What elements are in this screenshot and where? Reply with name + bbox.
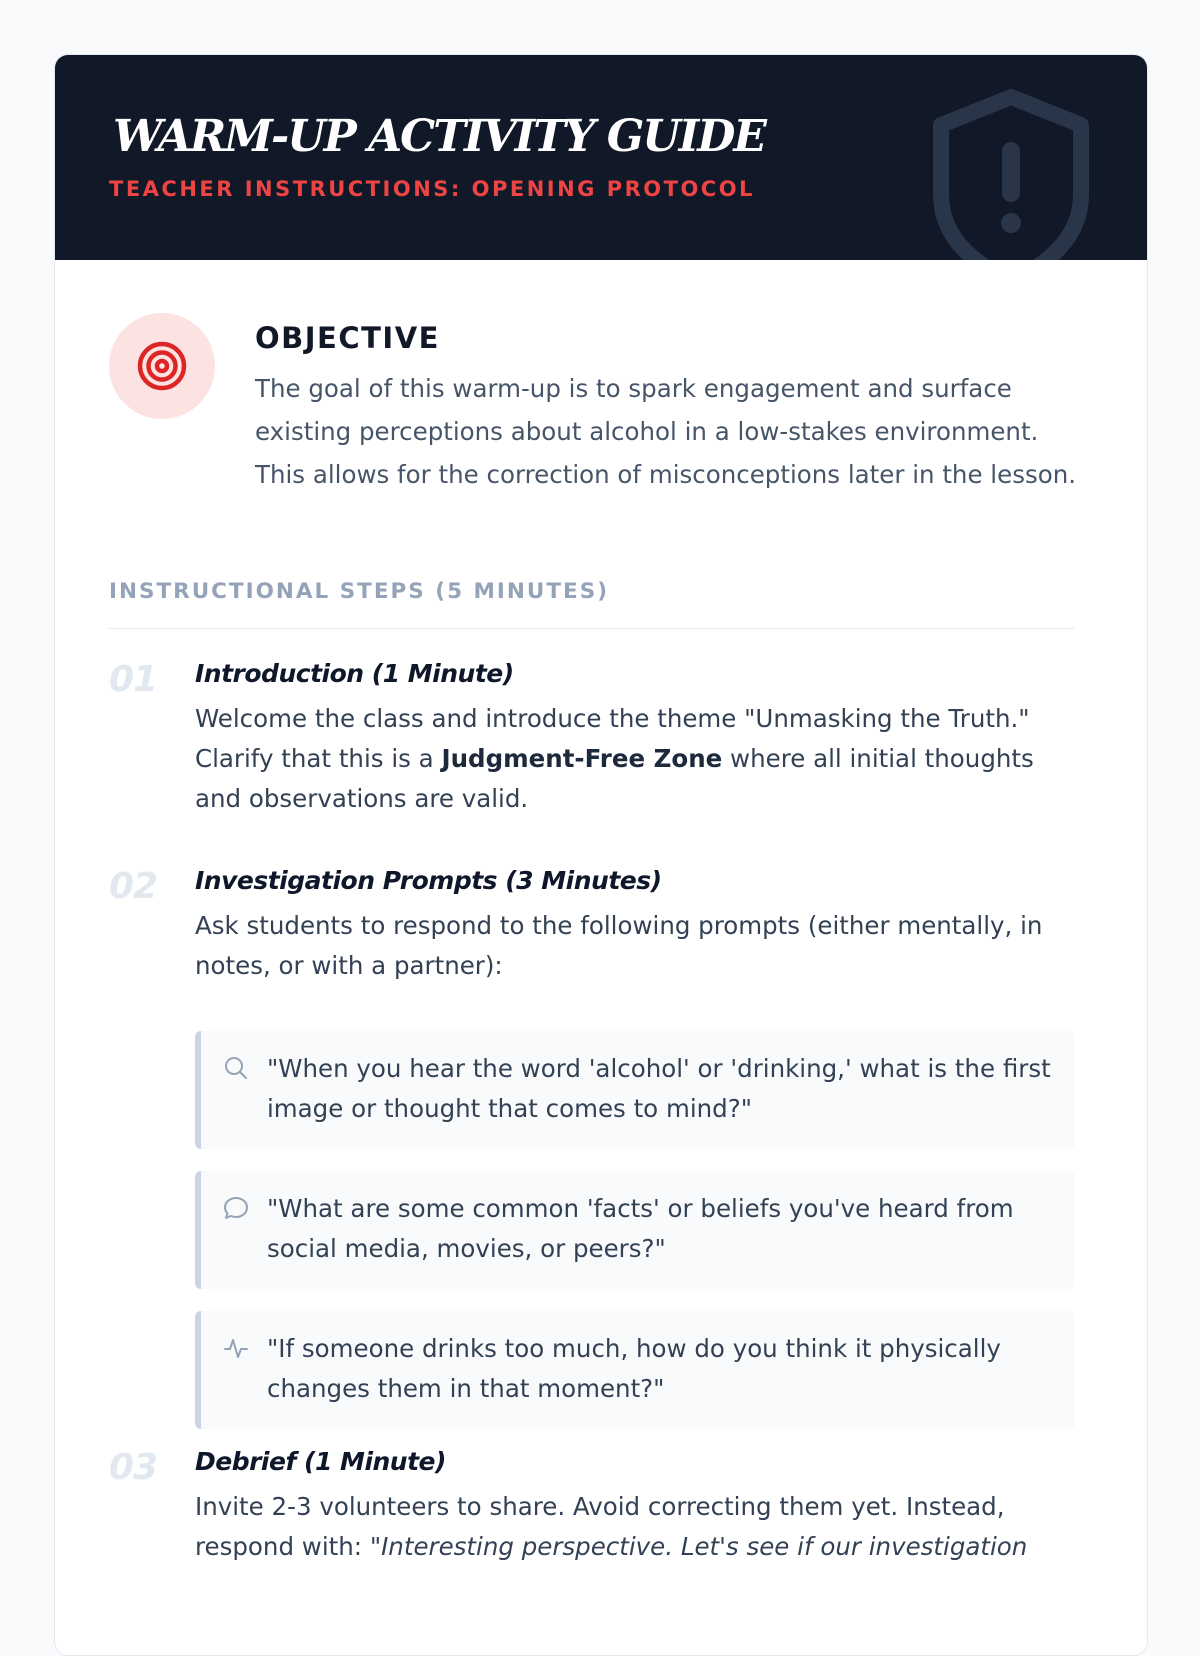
activity-icon [223, 1335, 249, 1361]
prompt-text: "What are some common 'facts' or beliefs you've heard from social media, movies, or peers?" [267, 1194, 1014, 1263]
objective-text: The goal of this warm-up is to spark engagement and surface existing perceptions about alcohol in a low-stakes environment. This allows for the correction of misconceptions later in the lesson. [255, 374, 1077, 489]
step-title: Investigation Prompts (3 Minutes) [195, 866, 662, 895]
step-text: Invite 2-3 volunteers to share. Avoid correcting them yet. Instead, respond with: "Interesting perspective. Let's see if our investigation [195, 1492, 1028, 1561]
page-title: WARM-UP ACTIVITY GUIDE [113, 111, 765, 162]
step-text: Welcome the class and introduce the theme "Unmasking the Truth." Clarify that this is a Judgment-Free Zone where all initial thoughts and observations are valid. [195, 704, 1034, 813]
step-text: Ask students to respond to the following prompts (either mentally, in notes, or with a partner): [195, 911, 1043, 980]
emphasis-text: Judgment-Free Zone [441, 744, 723, 773]
prompt-text: "When you hear the word 'alcohol' or 'drinking,' what is the first image or thought that comes to mind?" [267, 1054, 1051, 1123]
prompt-text: "If someone drinks too much, how do you think it physically changes them in that moment?" [267, 1334, 1001, 1403]
message-circle-icon [223, 1195, 249, 1221]
guide-header [55, 55, 1147, 260]
steps-heading: INSTRUCTIONAL STEPS (5 MINUTES) [109, 579, 610, 604]
prompt-card [195, 1171, 1075, 1289]
prompt-card [195, 1031, 1075, 1149]
objective-title: OBJECTIVE [255, 321, 440, 355]
shield-alert-icon [921, 85, 1101, 260]
page-subtitle: TEACHER INSTRUCTIONS: OPENING PROTOCOL [109, 177, 755, 201]
step-title: Debrief (1 Minute) [195, 1447, 446, 1476]
target-icon [109, 313, 215, 419]
step-number: 02 [109, 866, 158, 907]
step-number: 03 [109, 1447, 158, 1488]
section-divider [109, 628, 1074, 629]
activity-guide-card [54, 54, 1148, 1656]
quote-text: "Interesting perspective. Let's see if our investigation [369, 1532, 1028, 1561]
step-number: 01 [109, 659, 158, 700]
search-icon [223, 1055, 249, 1081]
prompt-card [195, 1311, 1075, 1429]
step-title: Introduction (1 Minute) [195, 659, 514, 688]
